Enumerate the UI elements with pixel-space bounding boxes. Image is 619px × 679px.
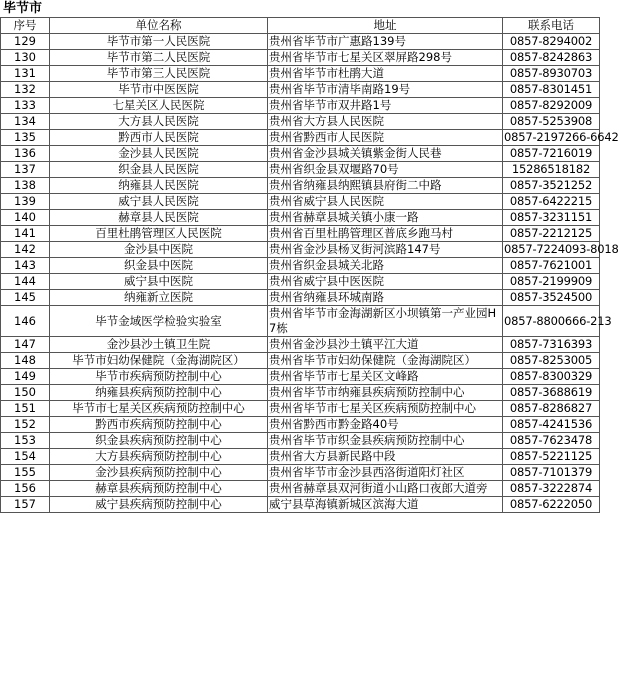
row-number: 146	[1, 306, 50, 337]
table-row	[1, 226, 600, 242]
table-row	[1, 433, 600, 449]
table-row	[1, 465, 600, 481]
institution-name: 赫章县疾病预防控制中心	[50, 481, 268, 497]
phone-number: 0857-3688619	[503, 385, 600, 401]
row-number: 136	[1, 146, 50, 162]
row-number: 149	[1, 369, 50, 385]
institution-table	[0, 17, 619, 513]
header-no: 序号	[1, 18, 50, 34]
phone-number: 0857-8292009	[503, 98, 600, 114]
table-row	[1, 114, 600, 130]
institution-name: 织金县人民医院	[50, 162, 268, 178]
institution-name: 黔西市疾病预防控制中心	[50, 417, 268, 433]
address: 贵州省毕节市七星关区翠屏路298号	[268, 50, 503, 66]
address: 贵州省毕节市织金县疾病预防控制中心	[268, 433, 503, 449]
address: 贵州省毕节市双井路1号	[268, 98, 503, 114]
row-number: 138	[1, 178, 50, 194]
phone-number: 0857-8300329	[503, 369, 600, 385]
phone-number: 0857-8800666-213	[503, 306, 600, 337]
institution-name: 赫章县人民医院	[50, 210, 268, 226]
table-row	[1, 50, 600, 66]
phone-number: 0857-2212125	[503, 226, 600, 242]
table-row	[1, 258, 600, 274]
row-number: 142	[1, 242, 50, 258]
phone-number: 0857-6422215	[503, 194, 600, 210]
header-address: 地址	[268, 18, 503, 34]
page-title: 毕节市	[3, 1, 43, 16]
table-row	[1, 337, 600, 353]
row-number: 153	[1, 433, 50, 449]
row-number: 157	[1, 497, 50, 513]
address: 贵州省大方县新民路中段	[268, 449, 503, 465]
row-number: 137	[1, 162, 50, 178]
row-number: 130	[1, 50, 50, 66]
phone-number: 0857-3524500	[503, 290, 600, 306]
address: 贵州省织金县双堰路70号	[268, 162, 503, 178]
header-name: 单位名称	[50, 18, 268, 34]
row-number: 148	[1, 353, 50, 369]
table-row	[1, 274, 600, 290]
row-number: 134	[1, 114, 50, 130]
table-row	[1, 82, 600, 98]
row-number: 155	[1, 465, 50, 481]
row-number: 141	[1, 226, 50, 242]
table-row	[1, 385, 600, 401]
phone-number: 0857-7316393	[503, 337, 600, 353]
institution-name: 毕节市妇幼保健院（金海湖院区）	[50, 353, 268, 369]
row-number: 135	[1, 130, 50, 146]
address: 贵州省毕节市七星关区疾病预防控制中心	[268, 401, 503, 417]
table-row	[1, 306, 600, 337]
phone-number: 15286518182	[503, 162, 600, 178]
table-row	[1, 401, 600, 417]
phone-number: 0857-7101379	[503, 465, 600, 481]
institution-name: 大方县人民医院	[50, 114, 268, 130]
address: 贵州省金沙县城关镇紫金街人民巷	[268, 146, 503, 162]
phone-number: 0857-5221125	[503, 449, 600, 465]
row-number: 154	[1, 449, 50, 465]
phone-number: 0857-8294002	[503, 34, 600, 50]
institution-name: 百里杜鹃管理区人民医院	[50, 226, 268, 242]
address: 贵州省威宁县中医医院	[268, 274, 503, 290]
phone-number: 0857-8286827	[503, 401, 600, 417]
row-number: 156	[1, 481, 50, 497]
row-number: 152	[1, 417, 50, 433]
phone-number: 0857-7623478	[503, 433, 600, 449]
row-number: 139	[1, 194, 50, 210]
institution-name: 毕节金域医学检验实验室	[50, 306, 268, 337]
table-row	[1, 210, 600, 226]
table-row	[1, 369, 600, 385]
address: 威宁县草海镇新城区滨海大道	[268, 497, 503, 513]
table-row	[1, 66, 600, 82]
table-row	[1, 98, 600, 114]
phone-number: 0857-8253005	[503, 353, 600, 369]
table-row	[1, 417, 600, 433]
address: 贵州省毕节市杜鹃大道	[268, 66, 503, 82]
row-number: 131	[1, 66, 50, 82]
address: 贵州省毕节市广惠路139号	[268, 34, 503, 50]
phone-number: 0857-8301451	[503, 82, 600, 98]
phone-number: 0857-3231151	[503, 210, 600, 226]
institution-name: 毕节市疾病预防控制中心	[50, 369, 268, 385]
table-row	[1, 194, 600, 210]
table-header-row	[1, 18, 600, 34]
institution-name: 金沙县人民医院	[50, 146, 268, 162]
address: 贵州省毕节市金沙县西洛街道阳灯社区	[268, 465, 503, 481]
address: 贵州省黔西市人民医院	[268, 130, 503, 146]
table-row	[1, 34, 600, 50]
institution-name: 黔西市人民医院	[50, 130, 268, 146]
phone-number: 0857-2199909	[503, 274, 600, 290]
address: 贵州省织金县城关北路	[268, 258, 503, 274]
table-row	[1, 242, 600, 258]
phone-number: 0857-2197266-6642	[504, 130, 619, 144]
phone-number: 0857-7224093-8018	[504, 242, 619, 256]
table-row	[1, 449, 600, 465]
institution-name: 威宁县人民医院	[50, 194, 268, 210]
address: 贵州省毕节市纳雍县疾病预防控制中心	[268, 385, 503, 401]
table-row	[1, 481, 600, 497]
address: 贵州省纳雍县环城南路	[268, 290, 503, 306]
row-number: 132	[1, 82, 50, 98]
table-row	[1, 178, 600, 194]
row-number: 133	[1, 98, 50, 114]
institution-name: 大方县疾病预防控制中心	[50, 449, 268, 465]
address: 贵州省毕节市七星关区文峰路	[268, 369, 503, 385]
address: 贵州省金沙县杨叉街河滨路147号	[268, 242, 503, 258]
address: 贵州省威宁县人民医院	[268, 194, 503, 210]
address: 贵州省黔西市黔金路40号	[268, 417, 503, 433]
address: 贵州省毕节市金海湖新区小坝镇第一产业园H7栋	[268, 306, 503, 337]
institution-name: 纳雍新立医院	[50, 290, 268, 306]
address: 贵州省大方县人民医院	[268, 114, 503, 130]
institution-name: 毕节市第三人民医院	[50, 66, 268, 82]
address: 贵州省赫章县双河街道小山路口夜郎大道旁	[268, 481, 503, 497]
table-row	[1, 290, 600, 306]
row-number: 147	[1, 337, 50, 353]
phone-number: 0857-7216019	[503, 146, 600, 162]
row-number: 144	[1, 274, 50, 290]
institution-name: 毕节市第一人民医院	[50, 34, 268, 50]
institution-name: 织金县疾病预防控制中心	[50, 433, 268, 449]
phone-number: 0857-8930703	[503, 66, 600, 82]
address: 贵州省毕节市清毕南路19号	[268, 82, 503, 98]
row-number: 150	[1, 385, 50, 401]
institution-name: 纳雍县疾病预防控制中心	[50, 385, 268, 401]
phone-number: 0857-3222874	[503, 481, 600, 497]
phone-number: 0857-6222050	[503, 497, 600, 513]
row-number: 140	[1, 210, 50, 226]
phone-number: 0857-3521252	[503, 178, 600, 194]
institution-name: 毕节市第二人民医院	[50, 50, 268, 66]
institution-name: 金沙县中医院	[50, 242, 268, 258]
table-row	[1, 162, 600, 178]
institution-name: 毕节市七星关区疾病预防控制中心	[50, 401, 268, 417]
phone-number: 0857-8242863	[503, 50, 600, 66]
address: 贵州省金沙县沙土镇平江大道	[268, 337, 503, 353]
address: 贵州省纳雍县纳熙镇县府街二中路	[268, 178, 503, 194]
table-row	[1, 497, 600, 513]
row-number: 129	[1, 34, 50, 50]
phone-number: 0857-7621001	[503, 258, 600, 274]
institution-name: 织金县中医院	[50, 258, 268, 274]
institution-name: 毕节市中医医院	[50, 82, 268, 98]
row-number: 143	[1, 258, 50, 274]
table-row	[1, 146, 600, 162]
institution-name: 威宁县疾病预防控制中心	[50, 497, 268, 513]
address: 贵州省百里杜鹃管理区普底乡跑马村	[268, 226, 503, 242]
phone-number: 0857-4241536	[503, 417, 600, 433]
row-number: 151	[1, 401, 50, 417]
table-row	[1, 130, 600, 146]
address: 贵州省毕节市妇幼保健院（金海湖院区）	[268, 353, 503, 369]
institution-name: 七星关区人民医院	[50, 98, 268, 114]
header-phone: 联系电话	[503, 18, 600, 34]
institution-name: 金沙县疾病预防控制中心	[50, 465, 268, 481]
institution-name: 威宁县中医院	[50, 274, 268, 290]
phone-number: 0857-5253908	[503, 114, 600, 130]
institution-name: 纳雍县人民医院	[50, 178, 268, 194]
row-number: 145	[1, 290, 50, 306]
institution-name: 金沙县沙土镇卫生院	[50, 337, 268, 353]
address: 贵州省赫章县城关镇小康一路	[268, 210, 503, 226]
table-row	[1, 353, 600, 369]
